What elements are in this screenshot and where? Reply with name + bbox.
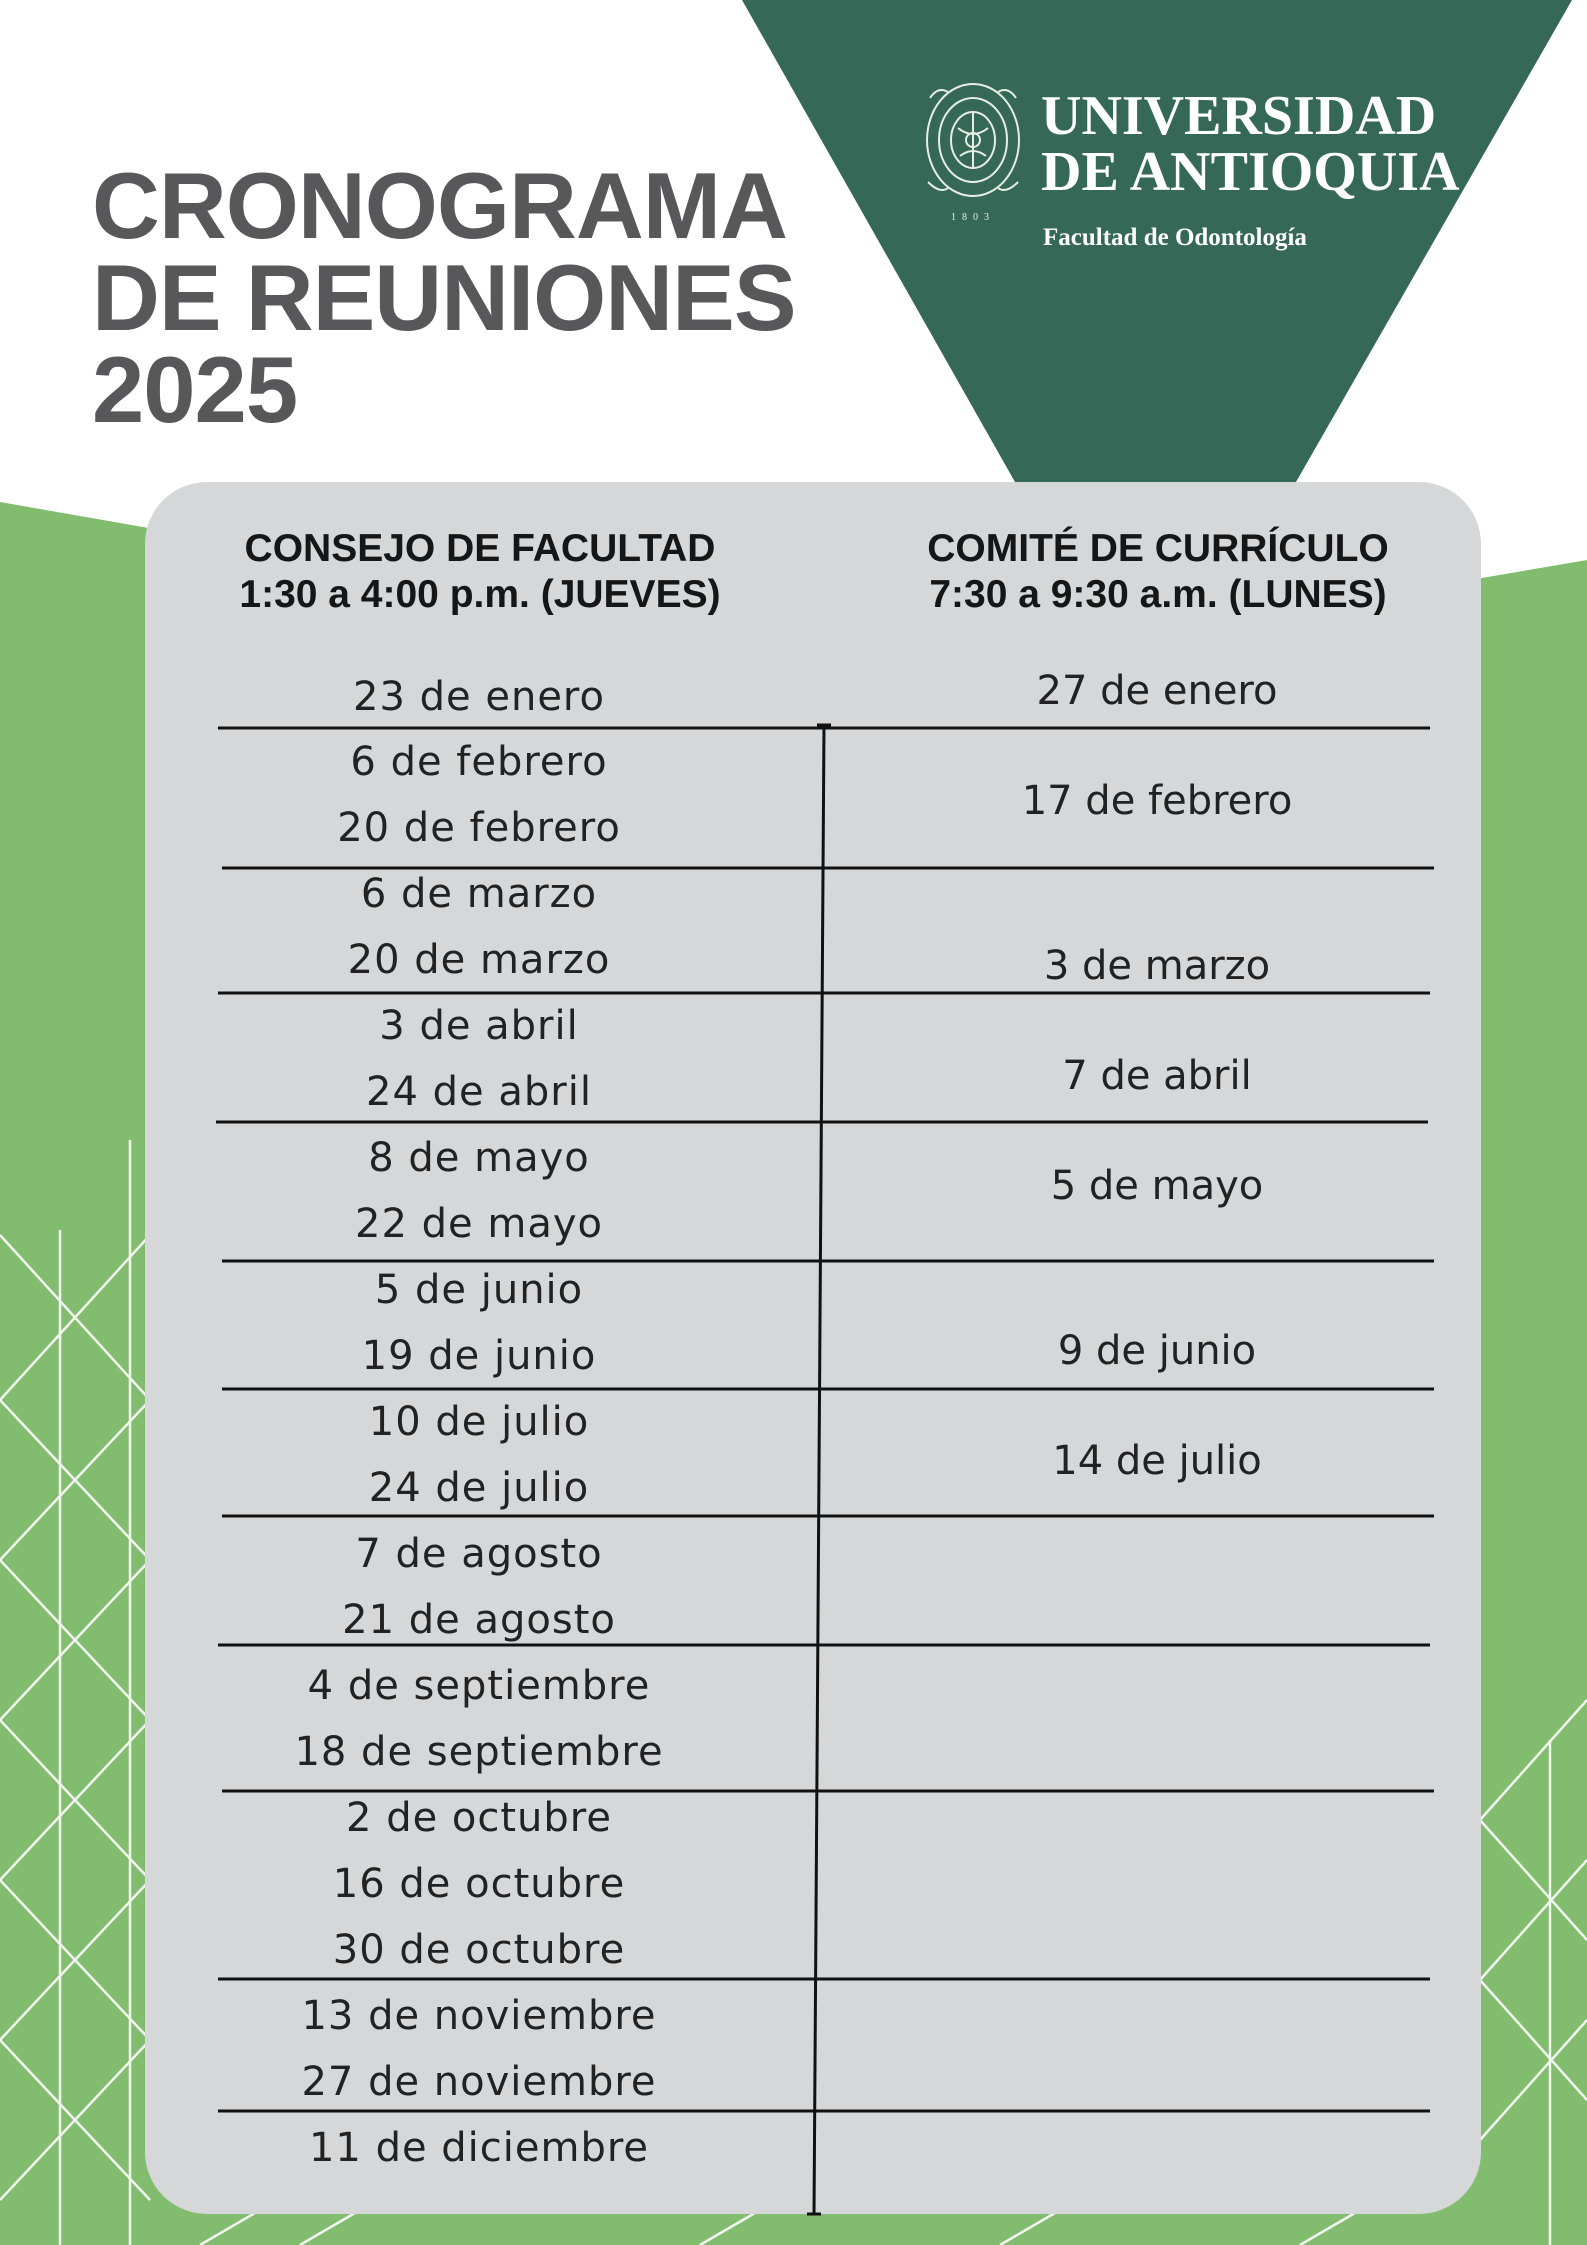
- curriculo-header-title: COMITÉ DE CURRÍCULO: [927, 527, 1389, 570]
- consejo-date: 24 de julio: [368, 1465, 590, 1511]
- title-line-2: DE REUNIONES: [92, 245, 796, 350]
- consejo-date: 19 de junio: [361, 1333, 597, 1379]
- curriculo-date: 5 de mayo: [1050, 1163, 1264, 1209]
- consejo-header-time: 1:30 a 4:00 p.m. (JUEVES): [239, 573, 721, 616]
- consejo-date: 3 de abril: [379, 1003, 579, 1049]
- title-line-1: CRONOGRAMA: [92, 153, 787, 258]
- title-line-3: 2025: [92, 337, 298, 442]
- consejo-date: 11 de diciembre: [308, 2125, 650, 2171]
- consejo-date: 8 de mayo: [368, 1135, 590, 1181]
- consejo-date: 6 de marzo: [360, 871, 598, 917]
- consejo-date: 21 de agosto: [342, 1597, 616, 1643]
- curriculo-header-time: 7:30 a 9:30 a.m. (LUNES): [929, 573, 1387, 616]
- column-divider: [814, 725, 824, 2215]
- curriculo-date: 14 de julio: [1052, 1438, 1262, 1484]
- consejo-date: 23 de enero: [353, 674, 605, 720]
- faculty-name: Facultad de Odontología: [1043, 224, 1307, 251]
- consejo-date: 20 de marzo: [347, 937, 611, 983]
- curriculo-date: 9 de junio: [1057, 1328, 1257, 1374]
- consejo-date: 13 de noviembre: [301, 1993, 657, 2039]
- consejo-date: 5 de junio: [374, 1267, 584, 1313]
- consejo-date: 2 de octubre: [346, 1795, 612, 1841]
- consejo-date: 22 de mayo: [355, 1201, 603, 1247]
- consejo-date: 30 de octubre: [332, 1927, 626, 1973]
- curriculo-date: 3 de marzo: [1043, 943, 1271, 989]
- consejo-date: 27 de noviembre: [301, 2059, 657, 2105]
- curriculo-date: 27 de enero: [1036, 668, 1278, 714]
- curriculo-date: 17 de febrero: [1021, 778, 1293, 824]
- consejo-date: 6 de febrero: [350, 739, 608, 785]
- seal-year: 1803: [951, 212, 995, 223]
- consejo-date: 7 de agosto: [355, 1531, 603, 1577]
- consejo-date: 20 de febrero: [337, 805, 621, 851]
- consejo-date: 24 de abril: [366, 1069, 592, 1115]
- consejo-header-title: CONSEJO DE FACULTAD: [244, 527, 716, 570]
- university-name-line-1: UNIVERSIDAD: [1041, 85, 1437, 147]
- consejo-date: 4 de septiembre: [307, 1663, 651, 1709]
- curriculo-date: 7 de abril: [1062, 1053, 1252, 1099]
- consejo-date: 10 de julio: [368, 1399, 590, 1445]
- consejo-date: 18 de septiembre: [294, 1729, 664, 1775]
- university-name-line-2: DE ANTIOQUIA: [1041, 141, 1460, 203]
- consejo-date: 16 de octubre: [332, 1861, 626, 1907]
